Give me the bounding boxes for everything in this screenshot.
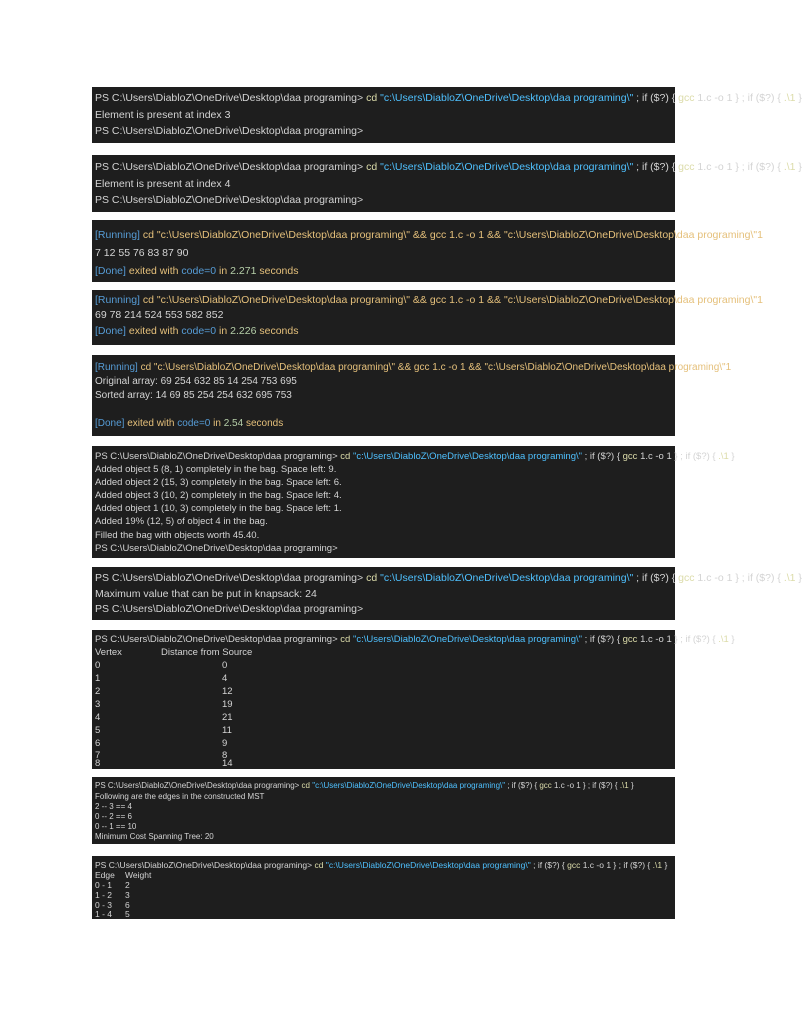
prompt-line: PS C:\Users\DiabloZ\OneDrive\Desktop\daa programing>: [95, 125, 364, 137]
output-line: 0 -- 1 == 10: [95, 822, 137, 831]
command-line: PS C:\Users\DiabloZ\OneDrive\Desktop\daa programing> cd "c:\Users\DiabloZ\OneDrive\Desktop\daa programing\" ; if ($?) { gcc 1.c -o 1 } ; if ($?) { .\1 }: [95, 860, 668, 870]
terminal-panel-10: PS C:\Users\DiabloZ\OneDrive\Desktop\daa programing> cd "c:\Users\DiabloZ\OneDrive\Desktop\daa programing\" ; if ($?) { gcc 1.c -o 1 } ; if ($?) { .\1 } Edge Weight 0 - 1 2 1 - 2 3 0 - 3 6 1 - 4 5: [92, 856, 675, 919]
done-line: [Done] exited with code=0 in 2.226 seconds: [95, 325, 299, 337]
output-line: Added object 1 (10, 3) completely in the bag. Space left: 1.: [95, 503, 342, 514]
terminal-panel-1: [92, 87, 802, 143]
output-line: Added 19% (12, 5) of object 4 in the bag.: [95, 516, 268, 527]
prompt-line: PS C:\Users\DiabloZ\OneDrive\Desktop\daa programing>: [95, 603, 364, 615]
terminal-panel-5: [92, 355, 732, 436]
done-line: [Done] exited with code=0 in 2.271 seconds: [95, 265, 299, 277]
output-line: Element is present at index 3: [95, 109, 231, 121]
terminal-panel-3: [92, 220, 763, 282]
output-line: 69 78 214 524 553 582 852: [95, 309, 224, 321]
terminal-panel-2: [92, 155, 802, 212]
command-line: PS C:\Users\DiabloZ\OneDrive\Desktop\daa programing> cd "c:\Users\DiabloZ\OneDrive\Desktop\daa programing\" ; if ($?) { gcc 1.c -o 1 } ; if ($?) { .\1 }: [95, 451, 735, 462]
command-line: PS C:\Users\DiabloZ\OneDrive\Desktop\daa programing> cd "c:\Users\DiabloZ\OneDrive\Desktop\daa programing\" ; if ($?) { gcc 1.c -o 1 } ; if ($?) { .\1 }: [95, 634, 735, 645]
prompt-line: PS C:\Users\DiabloZ\OneDrive\Desktop\daa programing>: [95, 543, 338, 554]
terminal-panel-6: [92, 446, 735, 558]
runner-command-line: [Running] cd "c:\Users\DiabloZ\OneDrive\Desktop\daa programing\" && gcc 1.c -o 1 && "c:\Users\DiabloZ\OneDrive\Desktop\daa programing\"1: [95, 362, 732, 373]
terminal-panel-9: [92, 777, 675, 844]
output-line: Added object 2 (15, 3) completely in the bag. Space left: 6.: [95, 477, 342, 488]
output-line: 2 -- 3 == 4: [95, 802, 132, 811]
output-line: Following are the edges in the constructed MST: [95, 792, 265, 801]
terminal-panel-8: PS C:\Users\DiabloZ\OneDrive\Desktop\daa programing> cd "c:\Users\DiabloZ\OneDrive\Desktop\daa programing\" ; if ($?) { gcc 1.c -o 1 } ; if ($?) { .\1 } Vertex Distance from Source 0 0 1 4 2 12 3 19 4 21 5 11 6 9 7 8 8 14: [92, 630, 675, 769]
command-line: PS C:\Users\DiabloZ\OneDrive\Desktop\daa programing> cd "c:\Users\DiabloZ\OneDrive\Desktop\daa programing\" ; if ($?) { gcc 1.c -o 1 } ; if ($?) { .\1 }: [95, 161, 802, 173]
output-line: Maximum value that can be put in knapsack: 24: [95, 588, 317, 600]
output-line: Added object 5 (8, 1) completely in the bag. Space left: 9.: [95, 464, 337, 475]
runner-command-line: [Running] cd "c:\Users\DiabloZ\OneDrive\Desktop\daa programing\" && gcc 1.c -o 1 && "c:\Users\DiabloZ\OneDrive\Desktop\daa programing\"1: [95, 294, 763, 306]
output-line: Original array: 69 254 632 85 14 254 753 695: [95, 376, 297, 387]
output-line: 7 12 55 76 83 87 90: [95, 247, 189, 259]
output-line: Sorted array: 14 69 85 254 254 632 695 753: [95, 390, 292, 401]
runner-command-line: [Running] cd "c:\Users\DiabloZ\OneDrive\Desktop\daa programing\" && gcc 1.c -o 1 && "c:\Users\DiabloZ\OneDrive\Desktop\daa programing\"1: [95, 229, 763, 241]
command-line: PS C:\Users\DiabloZ\OneDrive\Desktop\daa programing> cd "c:\Users\DiabloZ\OneDrive\Desktop\daa programing\" ; if ($?) { gcc 1.c -o 1 } ; if ($?) { .\1 }: [95, 92, 802, 104]
terminal-panel-4: [92, 290, 763, 345]
output-line: Minimum Cost Spanning Tree: 20: [95, 832, 214, 841]
command-line: PS C:\Users\DiabloZ\OneDrive\Desktop\daa programing> cd "c:\Users\DiabloZ\OneDrive\Desktop\daa programing\" ; if ($?) { gcc 1.c -o 1 } ; if ($?) { .\1 }: [95, 781, 634, 790]
terminal-panel-7: [92, 567, 802, 620]
output-line: Added object 3 (10, 2) completely in the bag. Space left: 4.: [95, 490, 342, 501]
done-line: [Done] exited with code=0 in 2.54 seconds: [95, 418, 284, 429]
command-line: PS C:\Users\DiabloZ\OneDrive\Desktop\daa programing> cd "c:\Users\DiabloZ\OneDrive\Desktop\daa programing\" ; if ($?) { gcc 1.c -o 1 } ; if ($?) { .\1 }: [95, 572, 802, 584]
output-line: 0 -- 2 == 6: [95, 812, 132, 821]
output-line: Element is present at index 4: [95, 178, 231, 190]
prompt-line: PS C:\Users\DiabloZ\OneDrive\Desktop\daa programing>: [95, 194, 364, 206]
output-line: Filled the bag with objects worth 45.40.: [95, 530, 260, 541]
